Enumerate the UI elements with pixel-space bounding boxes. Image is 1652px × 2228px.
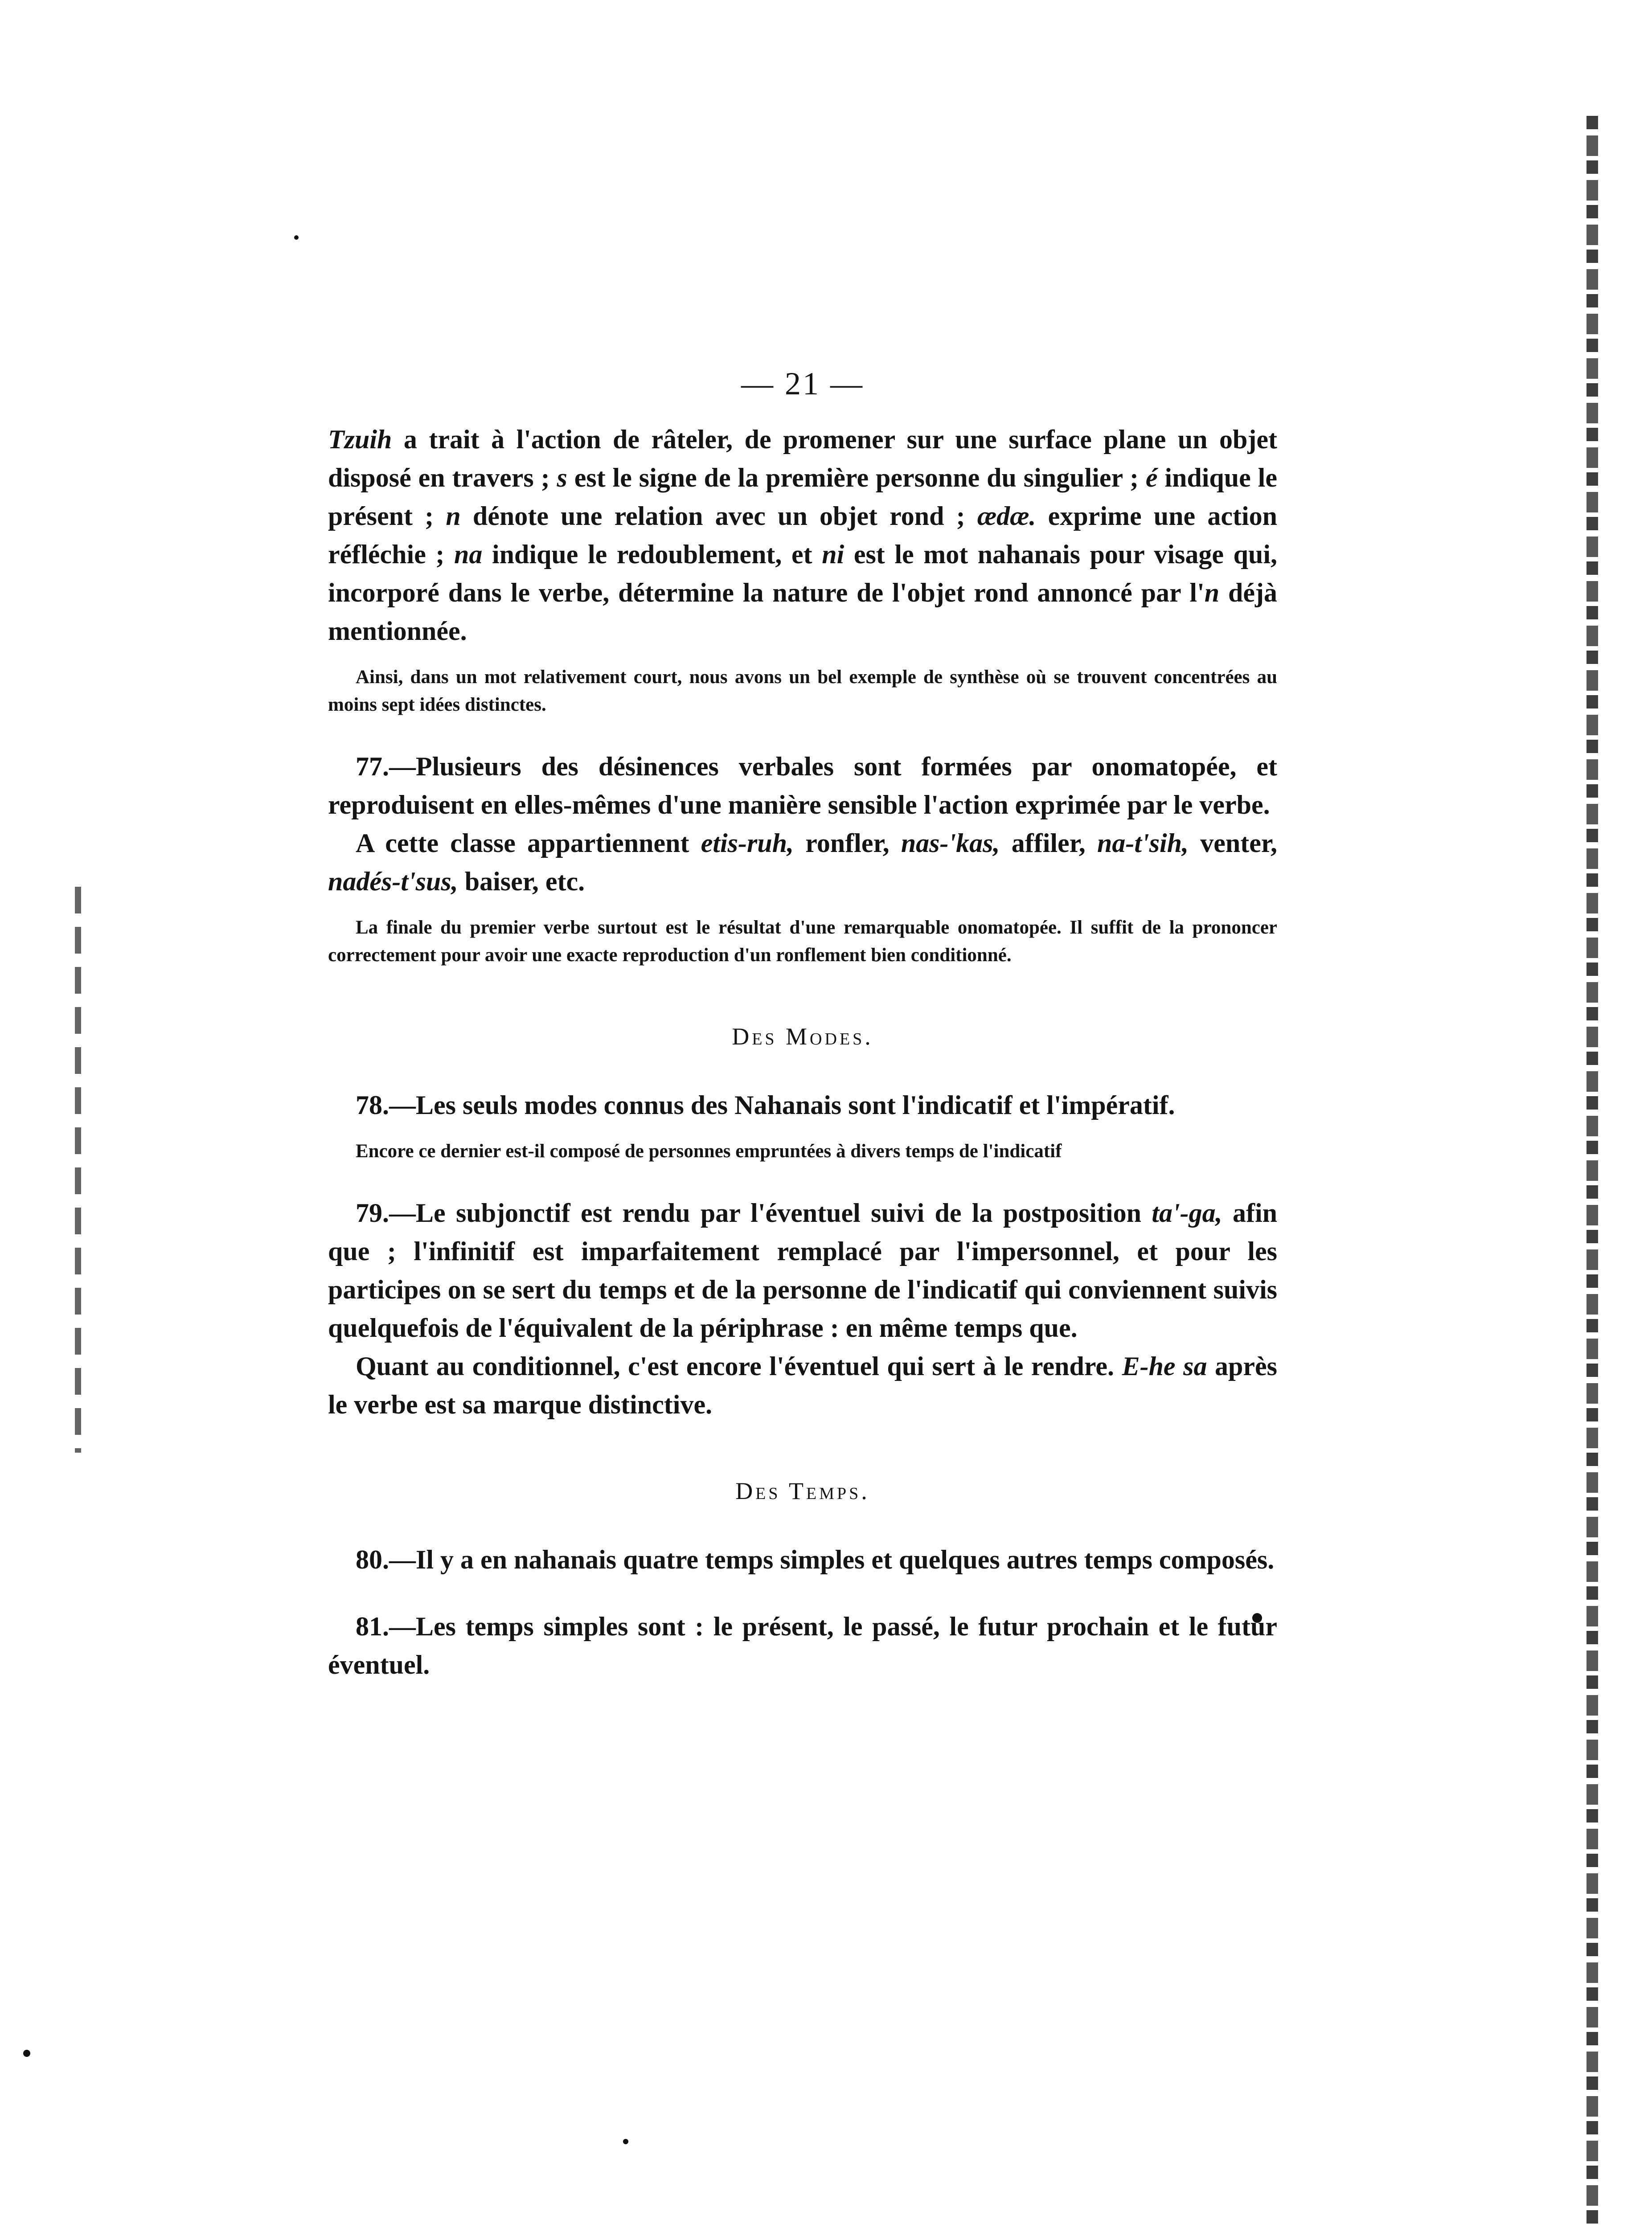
paragraph-79 bbox=[328, 1194, 1277, 1347]
text-run: affiler, bbox=[1000, 828, 1097, 858]
page-number: — 21 — bbox=[741, 366, 864, 401]
text-run: A cette classe appartiennent bbox=[356, 828, 701, 858]
text-run: indique le présent ; bbox=[328, 463, 1277, 531]
text-run: déjà mentionnée. bbox=[328, 578, 1277, 646]
paragraph-78: 78.—Les seuls modes connus des Nahanais sont l'indicatif et l'impératif. bbox=[356, 1090, 1175, 1120]
term-aedae: ædæ. bbox=[977, 501, 1036, 531]
term-ni: ni bbox=[822, 540, 844, 569]
text-run: est le mot nahanais pour visage qui, incorporé dans le verbe, détermine la nature de l'objet rond annoncé par l' bbox=[328, 540, 1278, 607]
paragraph-77-examples bbox=[328, 824, 1277, 901]
term-na-tsih: na-t'sih, bbox=[1097, 828, 1189, 858]
page-body bbox=[328, 365, 1277, 1684]
scan-edge-left bbox=[75, 887, 81, 1453]
term-s: s bbox=[557, 463, 567, 492]
text-run: baiser, etc. bbox=[458, 867, 585, 896]
section-heading-temps: Des Temps. bbox=[735, 1478, 870, 1504]
paragraph-81: 81.—Les temps simples sont : le présent, le passé, le futur prochain et le futur éventuel. bbox=[328, 1612, 1277, 1679]
text-run: venter, bbox=[1189, 828, 1278, 858]
paragraph-80: 80.—Il y a en nahanais quatre temps simples et quelques autres temps composés. bbox=[356, 1545, 1275, 1574]
scan-edge-right bbox=[1586, 116, 1598, 2228]
term-n: n bbox=[1204, 578, 1220, 607]
text-run: indique le redoublement, et bbox=[482, 540, 822, 569]
note-78: Encore ce dernier est-il composé de personnes empruntées à divers temps de l'indicatif bbox=[356, 1141, 1062, 1162]
term-nades-tsus: nadés-t'sus, bbox=[328, 867, 458, 896]
section-heading-modes: Des Modes. bbox=[732, 1023, 873, 1050]
paragraph-77: 77.—Plusieurs des désinences verbales sont formées par onomatopée, et reproduisent en elles-mêmes d'une manière sensible l'action exprimée par le verbe. bbox=[328, 752, 1277, 819]
text-run: est le signe de la première personne du singulier ; bbox=[567, 463, 1146, 492]
term-e-he-sa: E-he sa bbox=[1122, 1352, 1207, 1381]
term-nas-kas: nas-'kas, bbox=[901, 828, 1000, 858]
text-run: après le verbe est sa marque distinctive. bbox=[328, 1352, 1277, 1419]
scan-speck bbox=[294, 235, 299, 240]
text-run: afin que ; l'infinitif est imparfaitement remplacé par l'impersonnel, et pour les participes on se sert du temps et de la personne de l'indicatif qui conviennent suivis quelquefois de l'équivalent de la périphrase : en même temps que. bbox=[328, 1198, 1277, 1343]
paragraph-79-conditionnel bbox=[328, 1347, 1277, 1424]
term-ta-ga: ta'-ga, bbox=[1152, 1198, 1222, 1228]
text-run: ronfler, bbox=[794, 828, 901, 858]
term-n: n bbox=[446, 501, 461, 531]
scan-speck bbox=[623, 2139, 628, 2144]
term-na: na bbox=[454, 540, 483, 569]
text-run: Quant au conditionnel, c'est encore l'éventuel qui sert à le rendre. bbox=[356, 1352, 1122, 1381]
scan-speck bbox=[23, 2050, 30, 2057]
text-run: 79.—Le subjonctif est rendu par l'éventuel suivi de la postposition bbox=[356, 1198, 1152, 1228]
paragraph-76 bbox=[328, 420, 1277, 650]
term-etis-ruh: etis-ruh, bbox=[701, 828, 794, 858]
text-run: dénote une relation avec un objet rond ; bbox=[460, 501, 977, 531]
note-77: La finale du premier verbe surtout est le résultat d'une remarquable onomatopée. Il suffit de la prononcer correctement pour avoir une exacte reproduction d'un ronflement bien conditionné. bbox=[328, 917, 1277, 966]
text-run: a trait à l'action de râteler, de promener sur une surface plane un objet disposé en travers ; bbox=[328, 425, 1277, 492]
term-e: é bbox=[1145, 463, 1158, 492]
term-tzuih: Tzuih bbox=[328, 425, 392, 454]
note-76: Ainsi, dans un mot relativement court, nous avons un bel exemple de synthèse où se trouvent concentrées au moins sept idées distinctes. bbox=[328, 667, 1277, 715]
text-run: exprime une action réfléchie ; bbox=[328, 501, 1277, 569]
